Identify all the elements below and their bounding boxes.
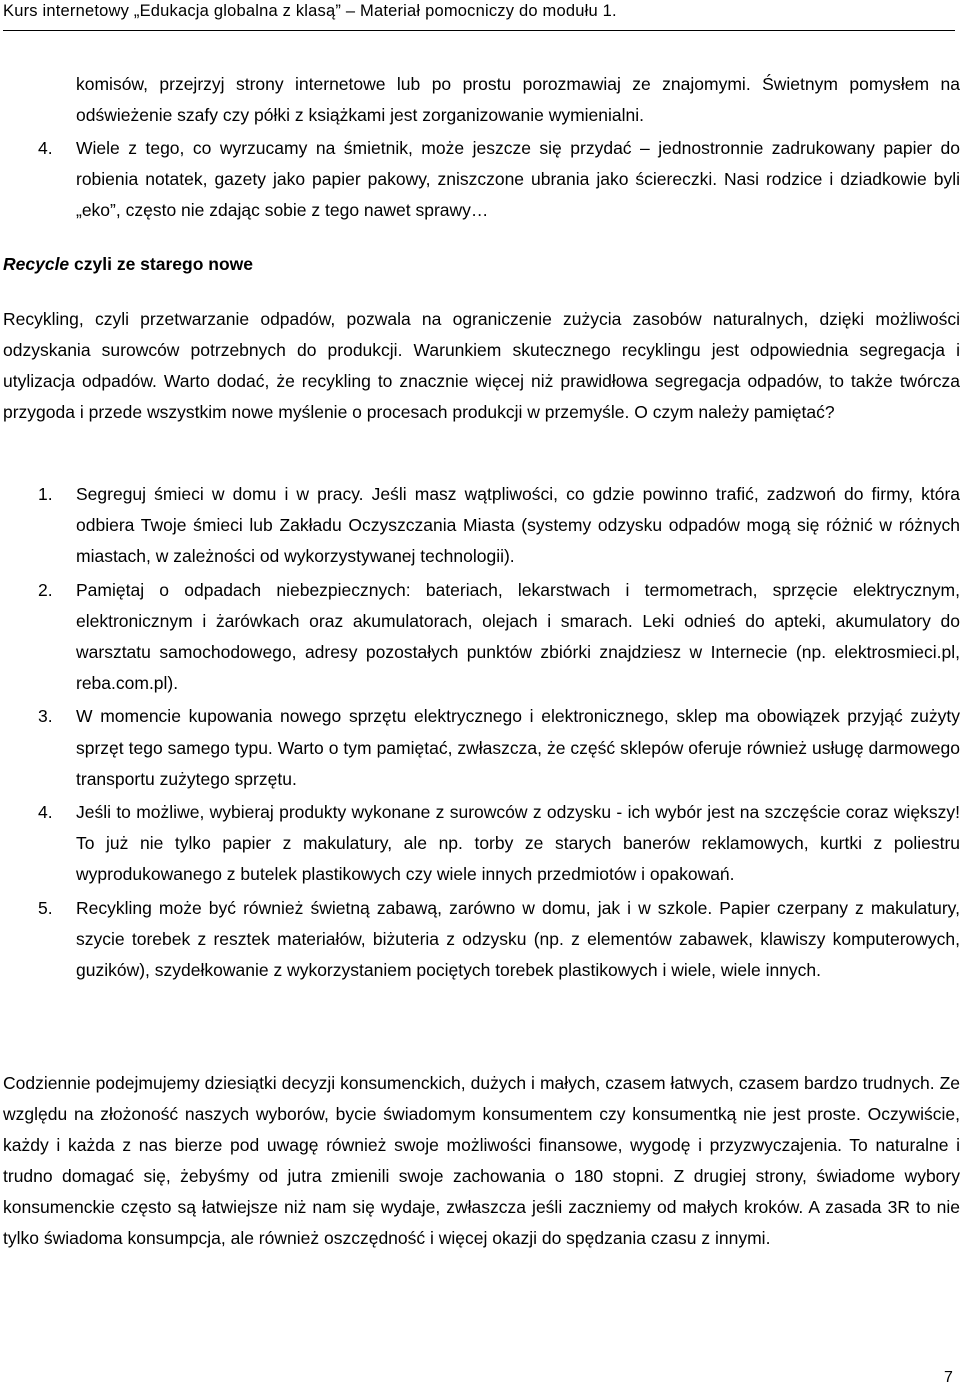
continuation-text: komisów, przejrzyj strony internetowe lub po prostu porozmawiaj ze znajomymi. Świetnym pomysłem na odświeżenie szafy czy półki z książkami jest zorganizowanie wymienialni. <box>76 74 960 125</box>
list-item <box>0 797 960 891</box>
intro-paragraph: Recykling, czyli przetwarzanie odpadów, pozwala na ograniczenie zużycia zasobów naturalnych, dzięki możliwości odzyskania surowców potrzebnych do produkcji. Warunkiem skutecznego recyklingu jest odpowiednia segregacja i utylizacja odpadów. Warto dodać, że recykling to znacznie więcej niż prawidłowa segregacja odpadów, to także twórcza przygoda i przede wszystkim nowe myślenie o procesach produkcji w przemyśle. O czym należy pamiętać? <box>3 309 960 422</box>
list-item-number: 4. <box>38 802 53 823</box>
section-heading-rest: czyli ze starego nowe <box>69 254 253 274</box>
list-item <box>0 893 960 987</box>
list-item-number: 1. <box>38 484 53 504</box>
page-number: 7 <box>944 1369 953 1386</box>
list-item-text: Jeśli to możliwe, wybieraj produkty wykonane z surowców z odzysku - ich wybór jest na szczęście coraz większy! To już nie tylko papier z makulatury, ale np. torby ze starych banerów reklamowych, kurtki z poliestru wyprodukowanego z butelek plastikowych czy wiele innych przedmiotów i opakowań. <box>76 802 960 885</box>
list-item <box>0 575 960 700</box>
page-header: Kurs internetowy „Edukacja globalna z klasą” – Materiał pomocniczy do modułu 1. <box>3 2 617 20</box>
list-item <box>0 479 960 573</box>
list-item-number: 4. <box>38 138 53 158</box>
list-item <box>0 701 960 795</box>
list-item-text: Pamiętaj o odpadach niebezpiecznych: bateriach, lekarstwach i termometrach, sprzęcie elektrycznym, elektronicznym i żarówkach oraz akumulatorach, olejach i smarach. Leki odnieś do apteki, akumulatory do warsztatu samochodowego, adresy pozostałych punktów zbiórki znajdziesz w Internecie (np. elektrosmieci.pl, reba.com.pl). <box>76 579 960 694</box>
list-item-text: W momencie kupowania nowego sprzętu elektrycznego i elektronicznego, sklep ma obowiązek przyjąć zużyty sprzęt tego samego typu. Warto o tym pamiętać, zwłaszcza, że część sklepów oferuje również usługę darmowego transportu zużytego sprzętu. <box>76 706 960 789</box>
section-heading-italic: Recycle <box>3 254 70 274</box>
list-item-text: Wiele z tego, co wyrzucamy na śmietnik, może jeszcze się przydać – jednostronnie zadrukowany papier do robienia notatek, gazety jako papier pakowy, zniszczone ubrania jako ściereczki. Nasi rodzice i dziadkowie byli „eko”, często nie zdając sobie z tego nawet sprawy… <box>76 138 960 220</box>
header-rule <box>3 30 955 31</box>
list-item-text: Segreguj śmieci w domu i w pracy. Jeśli masz wątpliwości, co gdzie powinno trafić, zadzwoń do firmy, która odbiera Twoje śmieci lub Zakładu Oczyszczania Miasta (systemy odzysku odpadów mogą się różnić w różnych miastach, w zależności od wykorzystywanej technologii). <box>76 484 960 567</box>
section-heading <box>3 249 253 280</box>
list-item-number: 5. <box>38 897 53 918</box>
list-item-number: 2. <box>38 579 53 600</box>
list-item-text: Recykling może być również świetną zabawą, zarówno w domu, jak i w szkole. Papier czerpany z makulatury, szycie torebek z resztek materiałów, biżuteria z odzysku (np. z elementów zabawek, klawiszy komputerowych, guzików), szydełkowanie z wykorzystaniem pociętych torebek plastikowych i wiele, wiele innych. <box>76 897 960 981</box>
closing-paragraph: Codziennie podejmujemy dziesiątki decyzji konsumenckich, dużych i małych, czasem łatwych, czasem bardzo trudnych. Ze względu na złożoność naszych wyborów, bycie świadomym konsumentem czy konsumentką nie jest proste. Oczywiście, każdy i każda z nas bierze pod uwagę również swoje możliwości finansowe, wygodę i przyzwyczajenia. To naturalne i trudno domagać się, żebyśmy od jutra zmienili swoje zachowania o 180 stopni. Z drugiej strony, świadome wybory konsumenckie często są łatwiejsze niż nam się wydaje, zwłaszcza jeśli zaczniemy od małych kroków. A zasada 3R to nie tylko świadoma konsumpcja, ale również oszczędność i więcej okazji do spędzania czasu z innymi. <box>3 1073 960 1248</box>
recycling-tips-list <box>0 479 960 988</box>
list-item-number: 3. <box>38 706 53 727</box>
